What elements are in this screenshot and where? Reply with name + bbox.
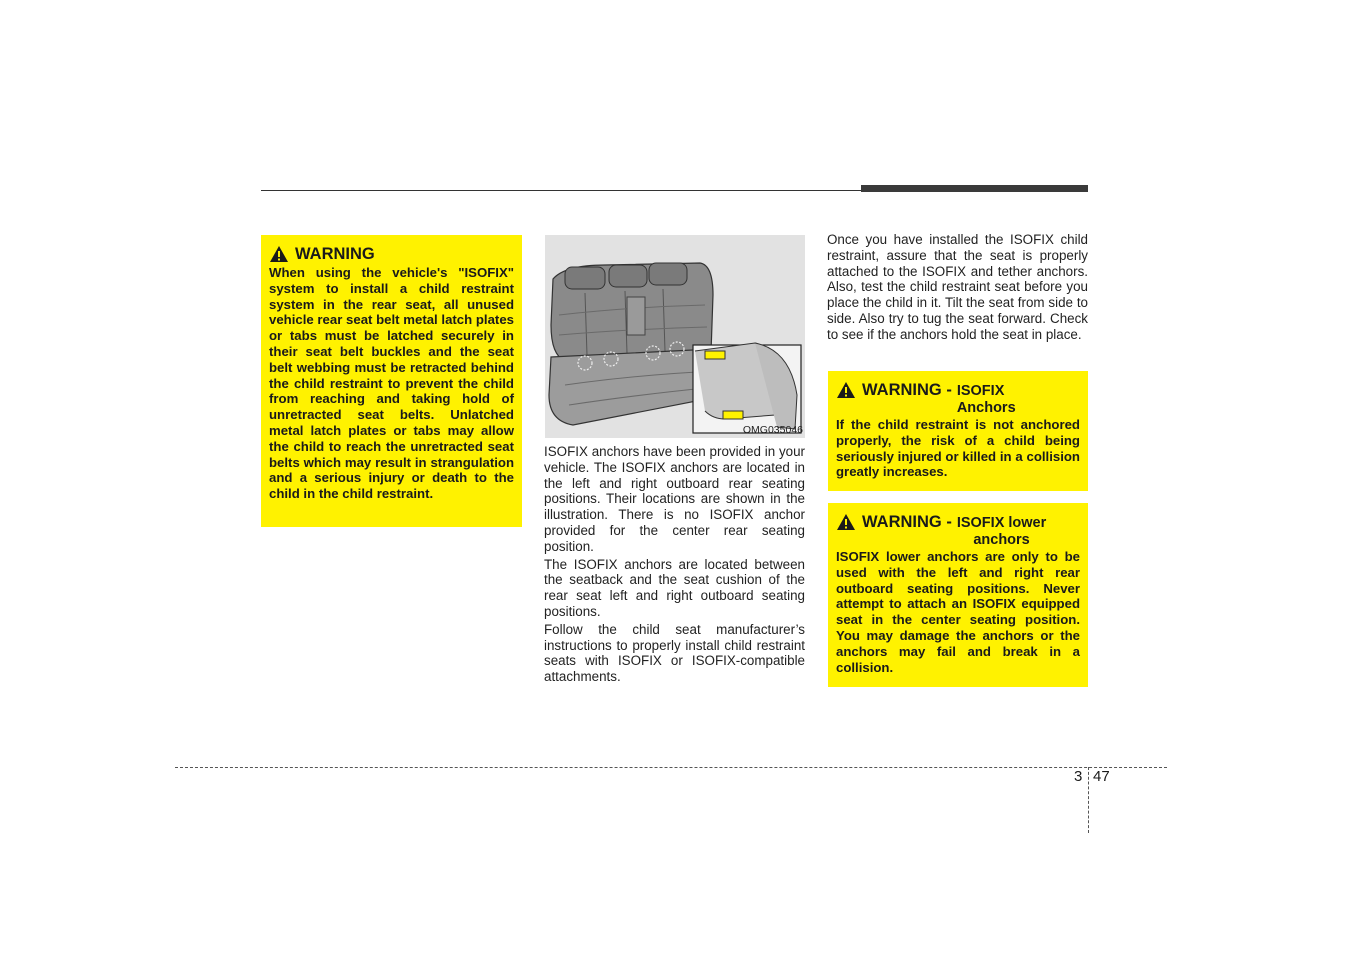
warning-title: WARNING - xyxy=(862,381,952,399)
installation-check-text xyxy=(827,232,1088,345)
header-rule xyxy=(261,190,861,191)
warning-heading xyxy=(836,381,1080,417)
paragraph: Once you have installed the ISOFIX child restraint, assure that the seat is properly attached to the ISOFIX and tether anchors. Also, test the child restraint seat before you place the child in it. Tilt the seat from side to side. Also try to tug the seat forward. Check to see if the anchors hold the seat in place. xyxy=(827,232,1088,342)
warning-subtitle xyxy=(957,381,1016,417)
warning-box-isofix-anchors xyxy=(828,371,1088,491)
footer-rule xyxy=(175,767,1167,768)
rear-seat-isofix-illustration xyxy=(545,235,805,438)
warning-title: WARNING xyxy=(295,245,375,263)
warning-box-isofix-lower-anchors xyxy=(828,503,1088,687)
paragraph: Follow the child seat manufacturer’s instructions to properly install child restraint seats with ISOFIX or ISOFIX-compatible attachments. xyxy=(544,621,805,685)
chapter-number: 3 xyxy=(1074,768,1083,785)
warning-text: When using the vehicle's "ISOFIX" system to install a child restraint system in the rear seat, all unused vehicle rear seat belt metal latch plates or tabs must be latched securely in their seat belt buckles and the seat belt webbing must be retracted behind the child restraint to prevent the child from reaching and taking hold of unretracted seat belts. Unlatched metal latch plates or tabs may allow the child to reach the unretracted seat belts which may result in strangulation and a serious injury or death to the child in the child restraint. xyxy=(269,265,514,502)
rear-seat-drawing xyxy=(545,235,805,438)
warning-subtitle-line2: Anchors xyxy=(956,400,1016,416)
footer-divider xyxy=(1088,767,1089,833)
warning-triangle-icon xyxy=(836,381,856,399)
warning-box-isofix-belts xyxy=(261,235,522,527)
page-number: 47 xyxy=(1093,768,1110,785)
warning-title: WARNING - xyxy=(862,513,952,531)
warning-text: ISOFIX lower anchors are only to be used with the left and right rear outboard seating positions. Never attempt to attach an ISOFIX equipped seat in the center seating position. You may damage the anchors or the anchors may fail and break in a collision. xyxy=(836,549,1080,675)
isofix-description xyxy=(544,444,805,687)
warning-triangle-icon xyxy=(269,245,289,263)
warning-subtitle xyxy=(957,513,1046,549)
warning-subtitle-line1: ISOFIX lower xyxy=(956,515,1047,531)
warning-text: If the child restraint is not anchored properly, the risk of a child being seriously injured or killed in a collision greatly increases. xyxy=(836,417,1080,480)
warning-heading xyxy=(836,513,1080,549)
paragraph: ISOFIX anchors have been provided in your vehicle. The ISOFIX anchors are located in the left and right outboard rear seating positions. Their locations are shown in the illustration. There is no ISOFIX anchor provided for the center rear seating position. xyxy=(544,444,805,554)
paragraph: The ISOFIX anchors are located between the seatback and the seat cushion of the rear seat left and right outboard seating positions. xyxy=(544,556,805,619)
figure-code: OMG035046 xyxy=(742,424,803,436)
warning-subtitle-line1: ISOFIX xyxy=(956,383,1005,399)
warning-heading xyxy=(269,245,514,263)
warning-subtitle-line2: anchors xyxy=(973,532,1030,548)
warning-triangle-icon xyxy=(836,513,856,531)
header-bar xyxy=(861,185,1088,192)
